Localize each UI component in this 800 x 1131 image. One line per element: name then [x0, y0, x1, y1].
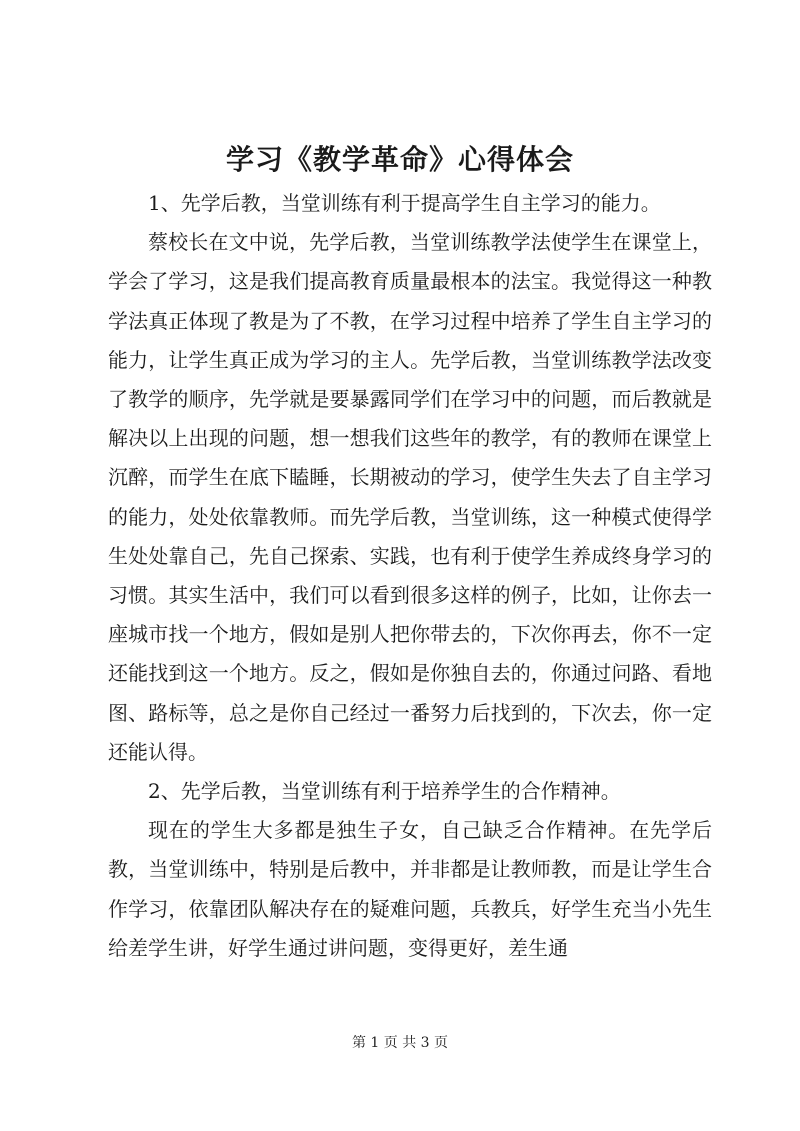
body-paragraph-1: 蔡校长在文中说，先学后教，当堂训练教学法使学生在课堂上，学会了学习，这是我们提高教育质量最根本的法宝。我觉得这一种教学法真正体现了教是为了不教，在学习过程中培养了学生自主学习的能力，让学生真正成为学习的主人。先学后教，当堂训练教学法改变了教学的顺序，先学就是要暴露同学们在学习中的问题，而后教就是解决以上出现的问题，想一想我们这些年的教学，有的教师在课堂上沉醉，而学生在底下瞌睡，长期被动的学习，使学生失去了自主学习的能力，处处依靠教师。而先学后教，当堂训练，这一种模式使得学生处处靠自己，先自己探索、实践，也有利于使学生养成终身学习的习惯。其实生活中，我们可以看到很多这样的例子，比如，让你去一座城市找一个地方，假如是别人把你带去的，下次你再去，你不一定还能找到这一个地方。反之，假如是你独自去的，你通过问路、看地图、路标等，总之是你自己经过一番努力后找到的，下次去，你一定还能认得。	[108, 230, 712, 764]
section-heading-1: 1、先学后教，当堂训练有利于提高学生自主学习的能力。	[148, 191, 661, 215]
document-title: 学习《教学革命》心得体会	[225, 143, 574, 176]
section-heading-2: 2、先学后教，当堂训练有利于培养学生的合作精神。	[148, 779, 621, 804]
document-body	[108, 184, 712, 968]
body-paragraph-2: 现在的学生大多都是独生子女，自己缺乏合作精神。在先学后教，当堂训练中，特别是后教中，并非都是让教师教，而是让学生合作学习，依靠团队解决存在的疑难问题，兵教兵，好学生充当小先生给差学生讲，好学生通过讲问题，变得更好，差生通	[108, 818, 712, 960]
page-footer: 第 1 页 共 3 页	[351, 1035, 449, 1051]
